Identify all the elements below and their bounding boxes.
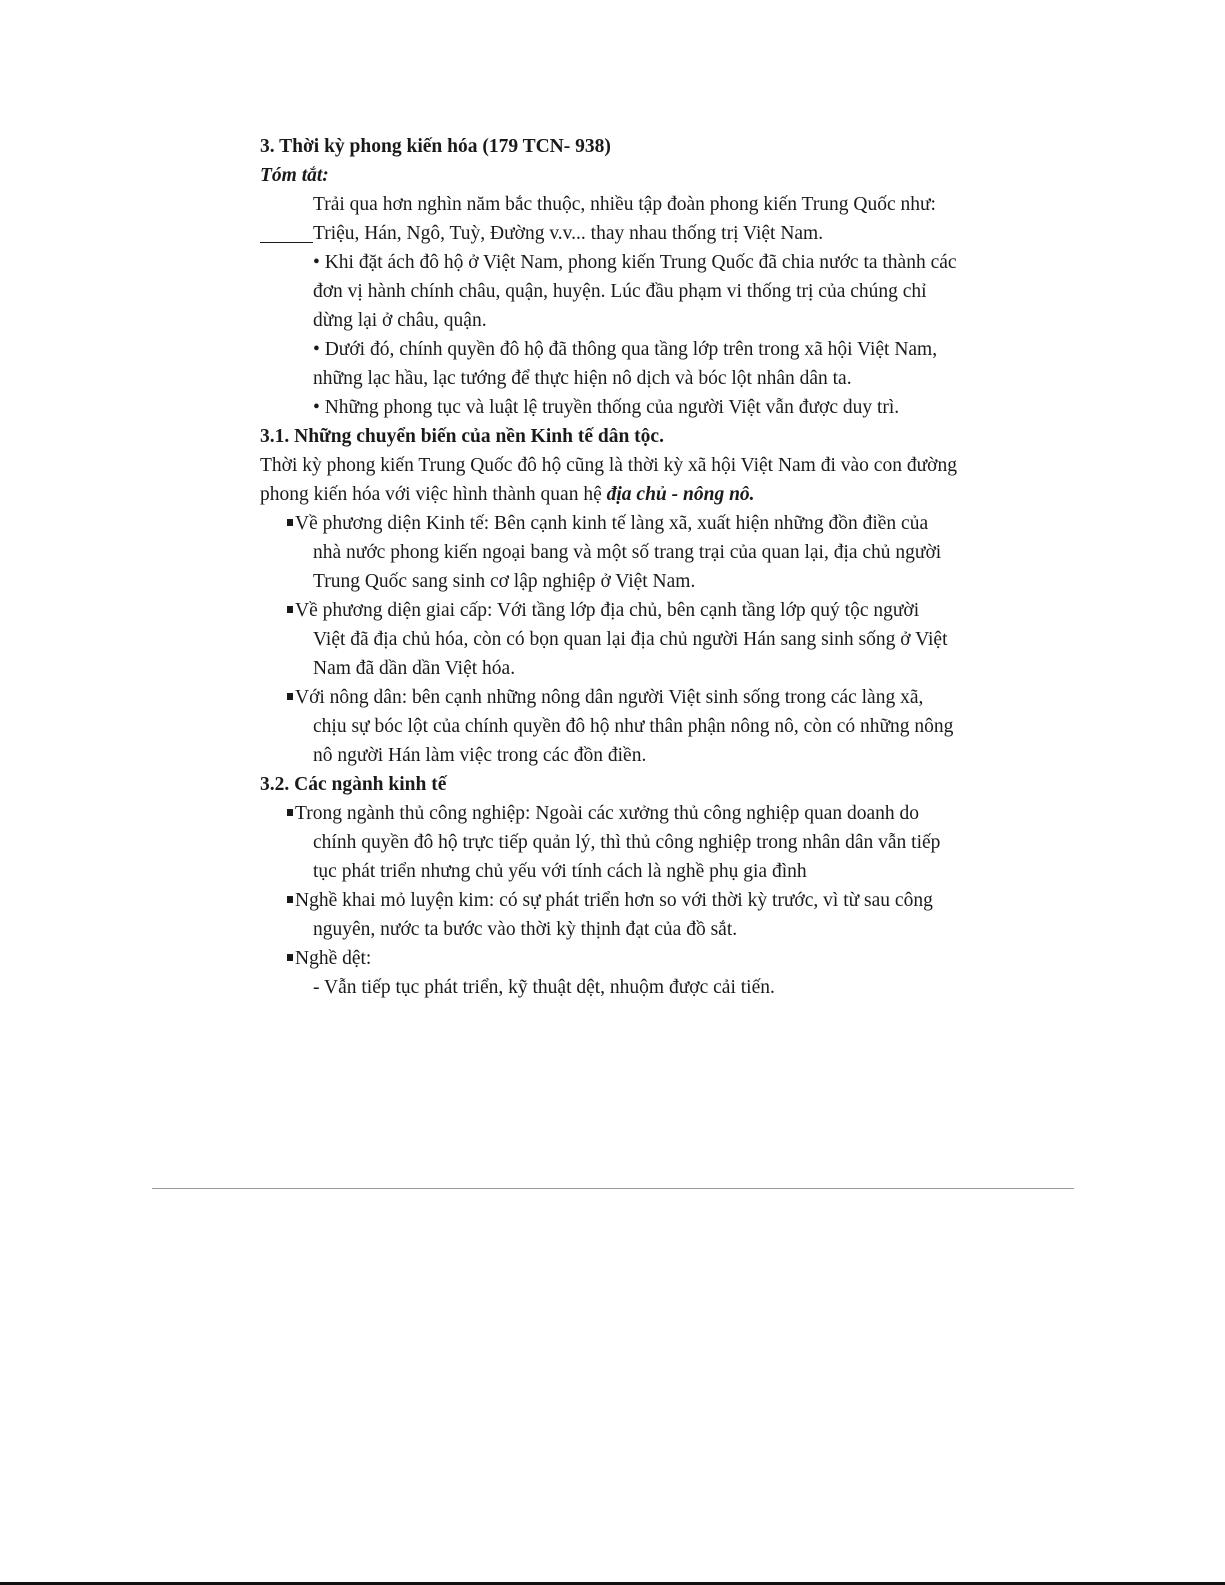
square-bullet-icon — [287, 606, 293, 613]
summary-bullet-line: dừng lại ở châu, quận. — [313, 310, 487, 331]
page-divider — [152, 1188, 1074, 1189]
summary-bullet-line: • Những phong tục và luật lệ truyền thống của người Việt vẫn được duy trì. — [313, 397, 900, 418]
square-bullet-icon — [287, 896, 293, 903]
list-item-continuation: nguyên, nước ta bước vào thời kỳ thịnh đạt của đồ sắt. — [313, 919, 738, 940]
list-item-continuation: tục phát triển nhưng chủ yếu với tính cách là nghề phụ gia đình — [313, 861, 807, 882]
list-item-continuation: chịu sự bóc lột của chính quyền đô hộ như thân phận nông nô, còn có những nông — [313, 716, 954, 737]
list-item: Nghề khai mỏ luyện kim: có sự phát triển hơn so với thời kỳ trước, vì từ sau công — [260, 886, 980, 915]
intro-text: phong kiến hóa với việc hình thành quan hệ — [260, 484, 607, 505]
list-item-continuation: Nam đã dần dần Việt hóa. — [313, 658, 516, 679]
square-bullet-icon — [287, 809, 293, 816]
emphasis-term: địa chủ - nông nô. — [606, 484, 755, 505]
square-bullet-icon — [287, 519, 293, 526]
list-item: Nghề dệt: — [260, 944, 980, 973]
summary-paragraph-line: Trải qua hơn nghìn năm bắc thuộc, nhiều tập đoàn phong kiến Trung Quốc như: — [313, 194, 936, 215]
summary-bullet-line: những lạc hầu, lạc tướng để thực hiện nô dịch và bóc lột nhân dân ta. — [313, 368, 852, 389]
summary-bullet-line: • Khi đặt ách đô hộ ở Việt Nam, phong kiến Trung Quốc đã chia nước ta thành các — [313, 252, 957, 273]
list-item: Về phương diện Kinh tế: Bên cạnh kinh tế làng xã, xuất hiện những đồn điền của — [260, 509, 980, 538]
section-heading: 3. Thời kỳ phong kiến hóa (179 TCN- 938) — [260, 136, 611, 157]
intro-line: Thời kỳ phong kiến Trung Quốc đô hộ cũng là thời kỳ xã hội Việt Nam đi vào con đường — [260, 455, 957, 476]
summary-label: Tóm tắt: — [260, 165, 329, 186]
list-item-continuation: Trung Quốc sang sinh cơ lập nghiệp ở Việt Nam. — [313, 571, 696, 592]
square-bullet-icon — [287, 954, 293, 961]
list-item-continuation: chính quyền đô hộ trực tiếp quản lý, thì thủ công nghiệp trong nhân dân vẫn tiếp — [313, 832, 941, 853]
list-item: Với nông dân: bên cạnh những nông dân người Việt sinh sống trong các làng xã, — [260, 683, 980, 712]
list-item-continuation: Việt đã địa chủ hóa, còn có bọn quan lại địa chủ người Hán sang sinh sống ở Việt — [313, 629, 948, 650]
list-item-continuation: nhà nước phong kiến ngoại bang và một số trang trại của quan lại, địa chủ người — [313, 542, 942, 563]
subsection-heading-3-2: 3.2. Các ngành kinh tế — [260, 774, 447, 795]
list-item: Về phương diện giai cấp: Với tầng lớp địa chủ, bên cạnh tầng lớp quý tộc người — [260, 596, 980, 625]
subsection-heading-3-1: 3.1. Những chuyển biến của nền Kinh tế dân tộc. — [260, 426, 664, 447]
square-bullet-icon — [287, 693, 293, 700]
list-item: Trong ngành thủ công nghiệp: Ngoài các xưởng thủ công nghiệp quan doanh do — [260, 799, 980, 828]
list-item-continuation: - Vẫn tiếp tục phát triển, kỹ thuật dệt, nhuộm được cải tiến. — [313, 977, 775, 998]
summary-bullet-line: • Dưới đó, chính quyền đô hộ đã thông qua tầng lớp trên trong xã hội Việt Nam, — [313, 339, 938, 360]
summary-bullet-line: đơn vị hành chính châu, quận, huyện. Lúc đầu phạm vi thống trị của chúng chỉ — [313, 281, 927, 302]
list-item-continuation: nô người Hán làm việc trong các đồn điền. — [313, 745, 647, 766]
intro-line — [260, 480, 980, 509]
document-body — [260, 132, 980, 1002]
summary-paragraph-line: Triệu, Hán, Ngô, Tuỳ, Đường v.v... thay nhau thống trị Việt Nam. — [313, 223, 824, 244]
